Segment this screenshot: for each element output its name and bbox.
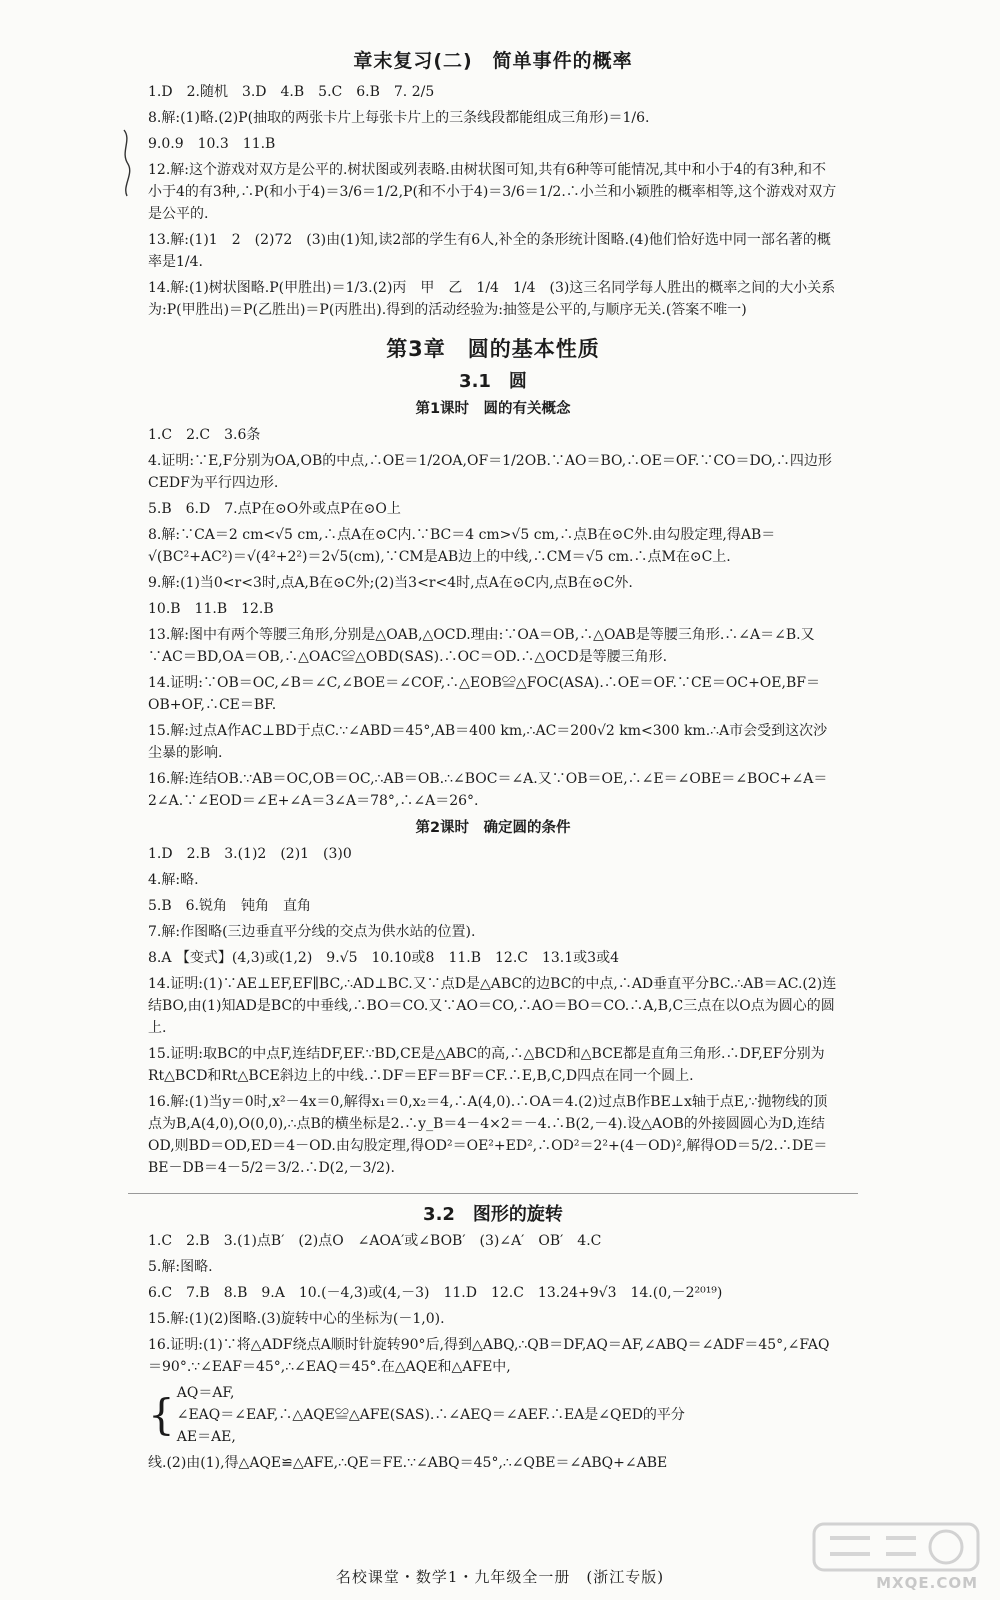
answer-line: 15.证明:取BC的中点F,连结DF,EF.∵BD,CE是△ABC的高,∴△BCD和△BCE都是直角三角形.∴DF,EF分别为Rt△BCD和Rt△BCE斜边上的中线.∴DF＝EF＝BF＝CF.∴E,B,C,D四点在同一个圆上. bbox=[148, 1046, 825, 1084]
answer-line: 1.D 2.随机 3.D 4.B 5.C 6.B 7. 2/5 bbox=[148, 84, 435, 100]
answer-line: 12.解:这个游戏对双方是公平的.树状图或列表略.由树状图可知,共有6种等可能情况,其中和小于4的有3种,和不小于4的有3种,∴P(和小于4)＝3/6＝1/2,P(和不小于4)＝3/6＝1/2.∴小兰和小颖胜的概率相等,这个游戏对双方是公平的. bbox=[148, 162, 837, 222]
answer-line: 8.解:∵CA＝2 cm<√5 cm,∴点A在⊙C内.∵BC＝4 cm>√5 cm,∴点B在⊙C外.由勾股定理,得AB＝√(BC²+AC²)＝√(4²+2²)＝2√5(cm),∵CM是AB边上的中线,∴CM＝√5 cm.∴点M在⊙C上. bbox=[148, 527, 776, 565]
answer-line: 8.解:(1)略.(2)P(抽取的两张卡片上每张卡片上的三条线段都能组成三角形)＝1/6. bbox=[148, 110, 650, 126]
answer-line: 13.解:图中有两个等腰三角形,分别是△OAB,△OCD.理由:∵OA＝OB,∴△OAB是等腰三角形.∴∠A＝∠B.又∵AC＝BD,OA＝OB,∴△OAC≌△OBD(SAS).∴OC＝OD.∴△OCD是等腰三角形. bbox=[148, 627, 815, 665]
review-title: 章末复习(二) 简单事件的概率 bbox=[353, 50, 633, 72]
answer-line: 15.解:(1)(2)图略.(3)旋转中心的坐标为(－1,0). bbox=[148, 1311, 445, 1327]
answer-line: 1.C 2.C 3.6条 bbox=[148, 427, 261, 443]
section-divider bbox=[128, 1193, 858, 1194]
answer-line: 15.解:过点A作AC⊥BD于点C.∵∠ABD＝45°,AB＝400 km,∴AC＝200√2 km<300 km.∴A市会受到这次沙尘暴的影响. bbox=[148, 723, 828, 761]
answer-line: 14.解:(1)树状图略.P(甲胜出)＝1/3.(2)丙 甲 乙 1/4 1/4 (3)这三名同学每人胜出的概率之间的大小关系为:P(甲胜出)＝P(乙胜出)＝P(丙胜出).得到的活动经验为:抽签是公平的,与顺序无关.(答案不唯一) bbox=[148, 280, 836, 318]
section-3-1-title: 3.1 圆 bbox=[459, 371, 527, 392]
lesson-2-answers bbox=[148, 843, 838, 1179]
answer-line: 1.C 2.B 3.(1)点B′ (2)点O ∠AOA′或∠BOB′ (3)∠A′ OB′ 4.C bbox=[148, 1233, 602, 1249]
answer-line: 9.0.9 10.3 11.B bbox=[148, 136, 276, 152]
section-3-2-title: 3.2 图形的旋转 bbox=[423, 1204, 563, 1225]
answer-line: 5.B 6.锐角 钝角 直角 bbox=[148, 898, 312, 914]
answer-line: 16.解:连结OB.∵AB＝OC,OB＝OC,∴AB＝OB.∴∠BOC＝∠A.又∵OB＝OE,∴∠E＝∠OBE＝∠BOC+∠A＝2∠A.∵∠EOD＝∠E+∠A＝3∠A＝78°,∴∠A＝26°. bbox=[148, 771, 828, 809]
answer-line: 13.解:(1)1 2 (2)72 (3)由(1)知,读2部的学生有6人,补全的条形统计图略.(4)他们恰好选中同一部名著的概率是1/4. bbox=[148, 232, 831, 270]
answer-line: 线.(2)由(1),得△AQE≌△AFE,∴QE＝FE.∵∠ABQ＝45°,∴∠QBE＝∠ABQ+∠ABE bbox=[148, 1455, 668, 1471]
system-line: AE＝AE, bbox=[176, 1429, 236, 1445]
review-answers bbox=[148, 81, 838, 321]
answer-line: 5.解:图略. bbox=[148, 1259, 213, 1275]
answer-page bbox=[148, 40, 838, 1478]
answer-line: 16.证明:(1)∵将△ADF绕点A顺时针旋转90°后,得到△ABQ,∴QB＝DF,AQ＝AF,∠ABQ＝∠ADF＝45°,∠FAQ＝90°.∵∠EAF＝45°,∴∠EAQ＝45°.在△AQE和△AFE中, bbox=[148, 1337, 830, 1375]
answer-line: 4.证明:∵E,F分别为OA,OB的中点,∴OE＝1/2OA,OF＝1/2OB.∵AO＝BO,∴OE＝OF.∵CO＝DO,∴四边形CEDF为平行四边形. bbox=[148, 453, 832, 491]
watermark-text: MXQE.COM bbox=[876, 1574, 978, 1592]
system-line: ∠EAQ＝∠EAF,∴△AQE≌△AFE(SAS).∴∠AEQ＝∠AEF.∴EA是∠QED的平分 bbox=[176, 1407, 685, 1423]
lesson-1-answers bbox=[148, 424, 838, 812]
system-line: AQ＝AF, bbox=[176, 1385, 235, 1401]
pen-scribble bbox=[118, 128, 138, 198]
lesson-1-title: 第1课时 圆的有关概念 bbox=[415, 401, 571, 417]
section-3-2-answers bbox=[148, 1230, 838, 1378]
equation-system bbox=[148, 1382, 838, 1448]
answer-line: 9.解:(1)当0<r<3时,点A,B在⊙C外;(2)当3<r<4时,点A在⊙C内,点B在⊙C外. bbox=[148, 575, 633, 591]
answer-line: 16.解:(1)当y＝0时,x²－4x＝0,解得x₁＝0,x₂＝4,∴A(4,0).∴OA＝4.(2)过点B作BE⊥x轴于点E,∵抛物线的顶点为B,A(4,0),O(0,0),∴点B的横坐标是2.∴y_B＝4－4×2＝－4.∴B(2,－4).设△AOB的外接圆圆心为D,连结OD,则BD＝OD,ED＝4－OD.由勾股定理,得OD²＝OE²+ED²,∴OD²＝2²+(4－OD)²,解得OD＝5/2.∴DE＝BE－DB＝4－5/2＝3/2.∴D(2,－3/2). bbox=[148, 1094, 828, 1176]
system-brace: { bbox=[148, 1390, 175, 1439]
lesson-2-title: 第2课时 确定圆的条件 bbox=[415, 820, 571, 836]
answer-line: 1.D 2.B 3.(1)2 (2)1 (3)0 bbox=[148, 846, 352, 862]
page-footer: 名校课堂・数学1・九年级全一册 (浙江专版) bbox=[335, 1568, 665, 1586]
answer-line: 10.B 11.B 12.B bbox=[148, 601, 274, 617]
answer-line: 8.A 【变式】(4,3)或(1,2) 9.√5 10.10或8 11.B 12.C 13.1或3或4 bbox=[148, 950, 619, 966]
answer-line: 7.解:作图略(三边垂直平分线的交点为供水站的位置). bbox=[148, 924, 476, 940]
chapter-title: 第3章 圆的基本性质 bbox=[386, 337, 600, 361]
answer-line: 14.证明:(1)∵AE⊥EF,EF∥BC,∴AD⊥BC.又∵点D是△ABC的边BC的中点,∴AD垂直平分BC.∴AB＝AC.(2)连结BO,由(1)知AD是BC的中垂线,∴BO＝CO.又∵AO＝CO,∴AO＝BO＝CO.∴A,B,C三点在以O点为圆心的圆上. bbox=[148, 976, 837, 1036]
answer-line: 4.解:略. bbox=[148, 872, 199, 888]
answer-line: 14.证明:∵OB＝OC,∠B＝∠C,∠BOE＝∠COF,∴△EOB≌△FOC(ASA).∴OE＝OF.∵CE＝OC+OE,BF＝OB+OF,∴CE＝BF. bbox=[148, 675, 820, 713]
answer-line: 6.C 7.B 8.B 9.A 10.(－4,3)或(4,－3) 11.D 12.C 13.24+9√3 14.(0,－2²⁰¹⁹) bbox=[148, 1285, 723, 1301]
answer-line: 5.B 6.D 7.点P在⊙O外或点P在⊙O上 bbox=[148, 501, 401, 517]
